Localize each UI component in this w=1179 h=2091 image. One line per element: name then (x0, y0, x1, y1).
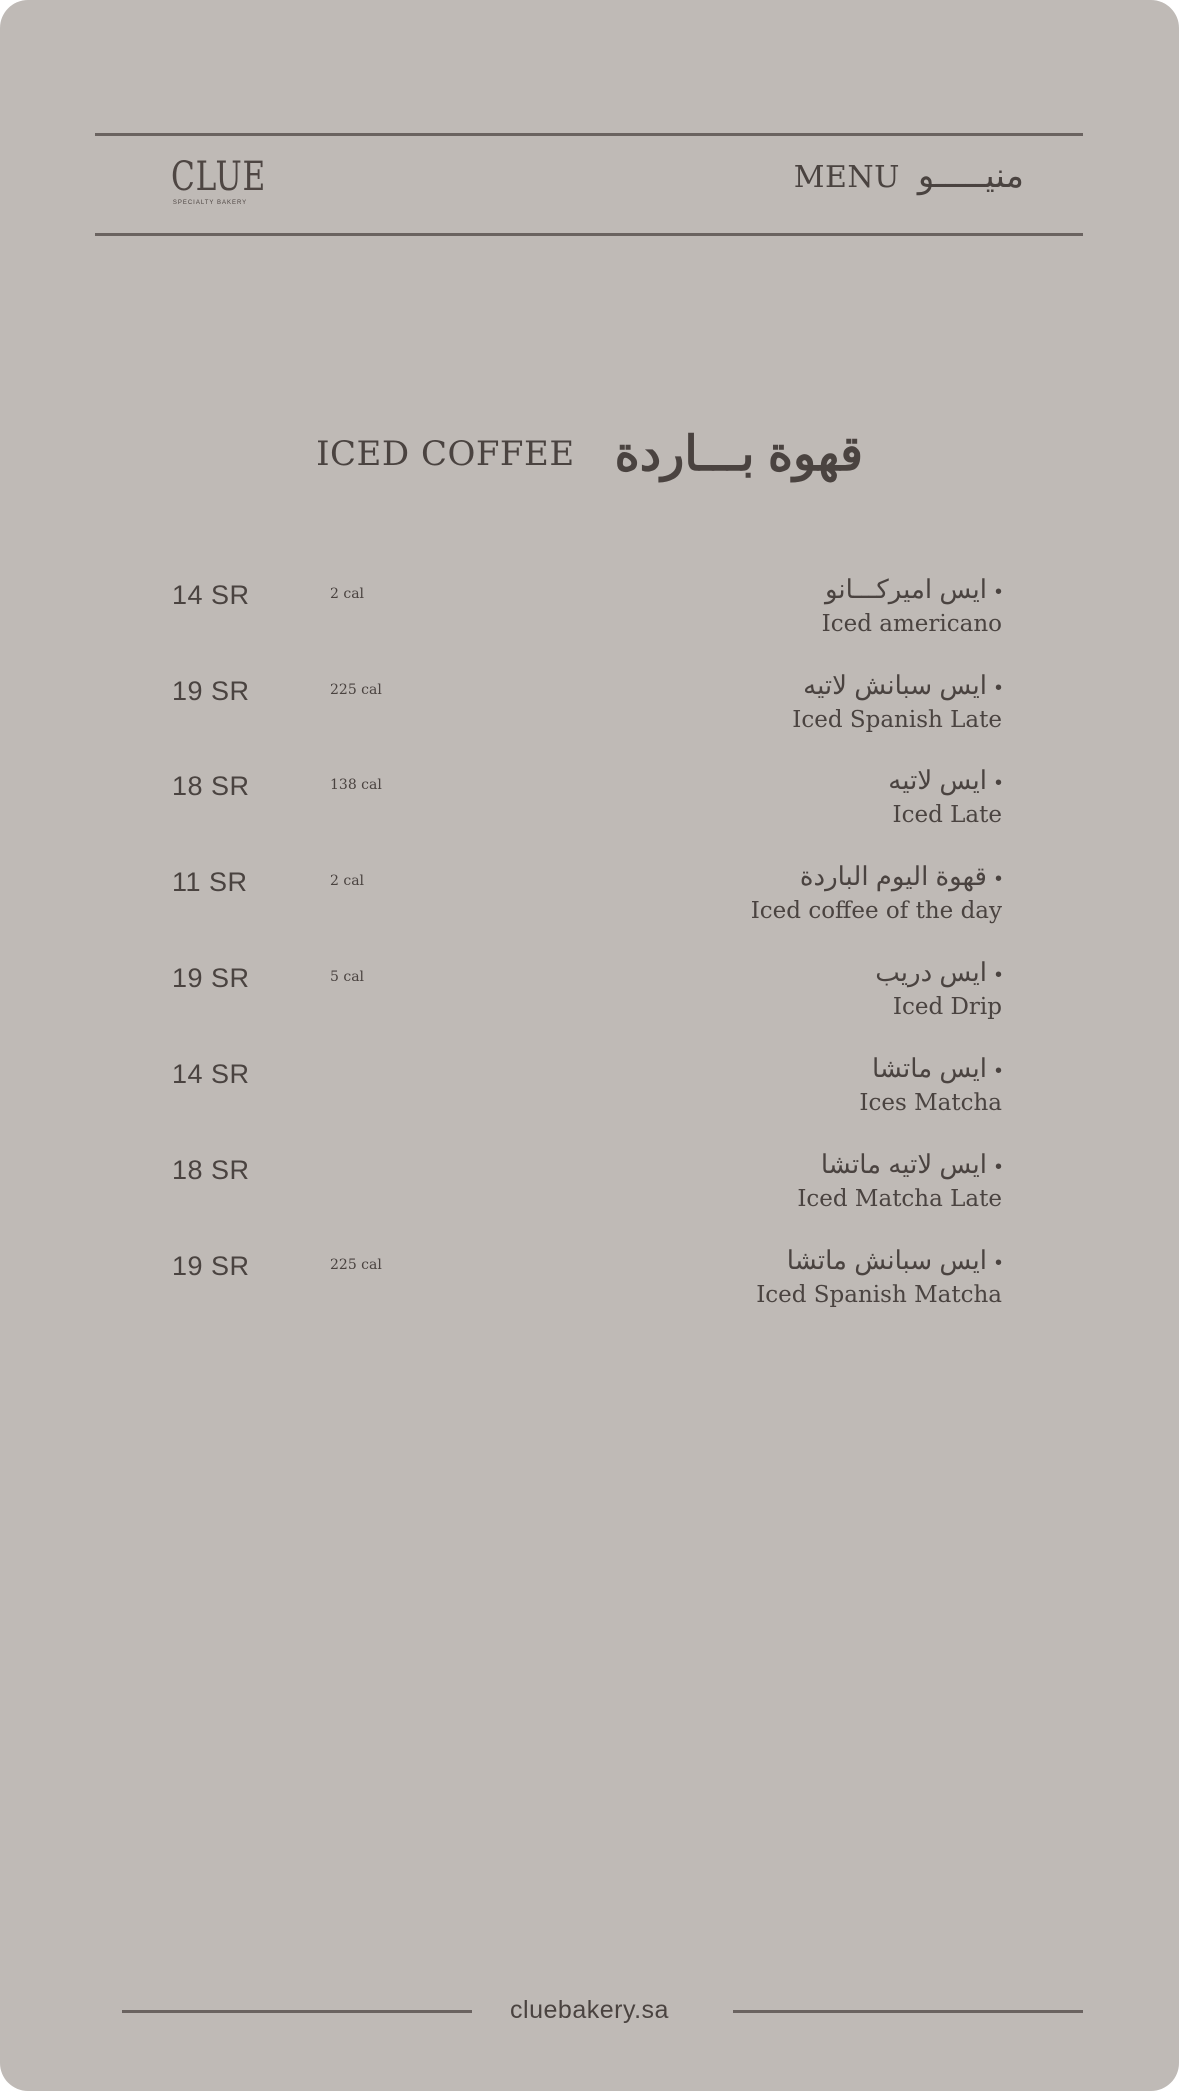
item-price: 14 SR (172, 1059, 250, 1089)
item-name-en: Iced coffee of the day (750, 898, 1002, 924)
item-name-ar: •ايس سبانش لاتيه (803, 670, 1002, 700)
menu-heading (794, 156, 1024, 196)
item-price: 18 SR (172, 771, 250, 801)
item-price: 18 SR (172, 1155, 250, 1185)
item-price: 11 SR (172, 867, 248, 897)
bullet-icon: • (994, 581, 1002, 603)
item-name-en: Iced Matcha Late (797, 1186, 1002, 1212)
menu-heading-en: MENU (793, 160, 900, 195)
item-price: 19 SR (172, 1251, 250, 1281)
logo-subtext: SPECIALTY BAKERY (172, 200, 248, 206)
menu-item (0, 572, 1179, 642)
item-names (792, 668, 1002, 735)
header-top-divider (95, 133, 1083, 136)
item-name-en: Ices Matcha (859, 1090, 1002, 1116)
menu-item (0, 955, 1179, 1025)
menu-item (0, 668, 1179, 738)
section-title-en: ICED COFFEE (316, 434, 575, 474)
section-title (0, 426, 1179, 482)
bullet-icon: • (994, 677, 1002, 699)
item-calories: 2 cal (330, 873, 365, 889)
item-names (859, 1051, 1002, 1118)
item-name-ar: •ايس اميركـــانو (824, 574, 1002, 604)
item-calories: 5 cal (330, 969, 365, 985)
item-price: 19 SR (172, 963, 250, 993)
item-price: 19 SR (172, 676, 250, 706)
menu-item (0, 859, 1179, 929)
item-name-en: Iced Spanish Matcha (756, 1282, 1002, 1308)
item-names (756, 1243, 1002, 1310)
footer-divider-right (733, 2010, 1083, 2013)
footer-website-link[interactable]: cluebakery.sa (510, 1996, 669, 2024)
bullet-icon: • (994, 1252, 1002, 1274)
item-calories: 225 cal (330, 682, 382, 698)
brand-logo (160, 154, 267, 206)
item-name-en: Iced Late (892, 802, 1002, 828)
item-name-ar: •ايس دريب (875, 957, 1002, 987)
bullet-icon: • (994, 964, 1002, 986)
menu-item (0, 1147, 1179, 1217)
logo-wordmark: CLUE (171, 154, 267, 200)
item-names (797, 1147, 1002, 1214)
item-names (822, 572, 1002, 639)
menu-item (0, 1243, 1179, 1313)
bullet-icon: • (994, 1060, 1002, 1082)
header-bottom-divider (95, 233, 1083, 236)
item-calories: 225 cal (330, 1257, 382, 1273)
bullet-icon: • (994, 868, 1002, 890)
item-price: 14 SR (172, 580, 250, 610)
item-name-ar: •ايس لاتيه ماتشا (820, 1149, 1002, 1179)
item-name-en: Iced Drip (892, 994, 1002, 1020)
bullet-icon: • (994, 1156, 1002, 1178)
menu-heading-ar: منيـــــو (917, 157, 1024, 195)
item-name-en: Iced Spanish Late (792, 707, 1002, 733)
item-name-ar: •ايس ماتشا (871, 1053, 1002, 1083)
menu-item (0, 763, 1179, 833)
item-names (751, 859, 1002, 926)
item-name-ar: •ايس سبانش ماتشا (786, 1245, 1002, 1275)
item-name-en: Iced americano (821, 611, 1002, 637)
menu-item (0, 1051, 1179, 1121)
item-calories: 2 cal (330, 586, 365, 602)
item-name-ar: •ايس لاتيه (888, 765, 1002, 795)
item-names (875, 955, 1002, 1022)
item-calories: 138 cal (330, 777, 382, 793)
section-title-ar: قهوة بـــاردة (614, 428, 863, 481)
item-names (888, 763, 1002, 830)
item-name-ar: •قهوة اليوم الباردة (799, 861, 1002, 891)
bullet-icon: • (994, 772, 1002, 794)
